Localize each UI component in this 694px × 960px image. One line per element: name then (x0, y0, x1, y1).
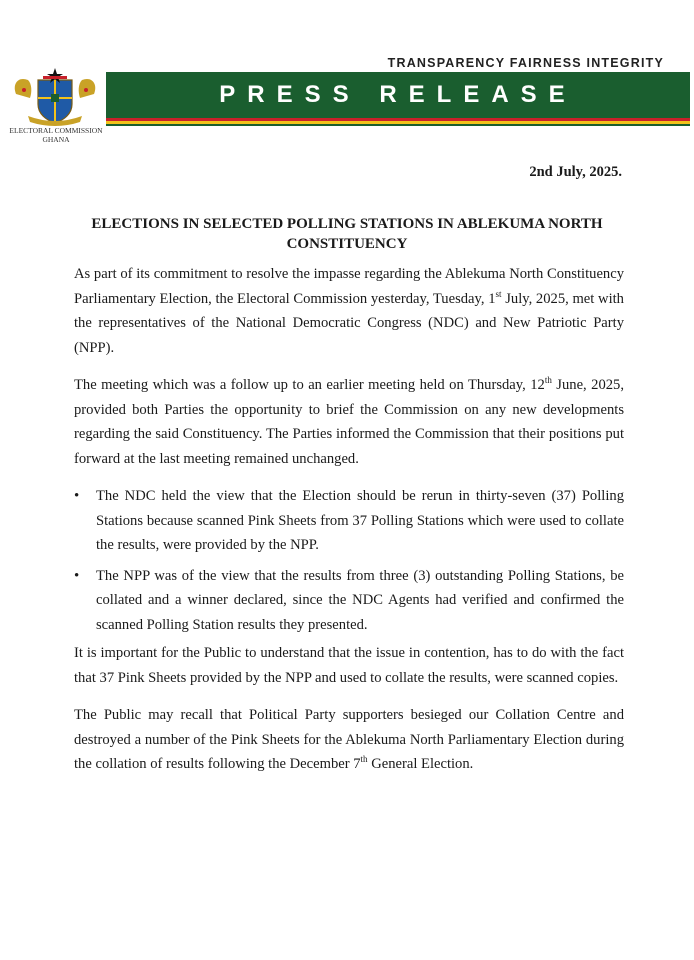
logo-caption-line1: ELECTORAL COMMISSION (9, 126, 103, 135)
list-item: • The NPP was of the view that the results from three (3) outstanding Polling Stations, be collated and a winner declared, since the NDC Agents had verified and confirmed the scanned Polling Station results they presented. (96, 564, 624, 638)
list-item: • The NDC held the view that the Election should be rerun in thirty-seven (37) Polling Stations because scanned Pink Sheets from 37 Polling Stations which were used to collate the results, were provided by the NPP. (96, 484, 624, 558)
positions-list (74, 484, 624, 637)
document-body (74, 262, 624, 790)
press-release-banner (106, 72, 690, 118)
paragraph-3: It is important for the Public to understand that the issue in contention, has to do with the fact that 37 Pink Sheets provided by the NPP and used to collate the results, were scanned copies. (74, 645, 624, 686)
tagline: TRANSPARENCY FAIRNESS INTEGRITY (387, 56, 664, 70)
ghana-coat-of-arms-icon (10, 66, 100, 126)
logo-caption-line2: GHANA (42, 135, 70, 144)
green-stripe (106, 124, 690, 126)
release-date: 2nd July, 2025. (529, 164, 622, 180)
banner-title: PRESS RELEASE (219, 81, 577, 108)
paragraph-1: As part of its commitment to resolve the impasse regarding the Ablekuma North Constituency Parliamentary Election, the Electoral Commission yesterday, Tuesday, 1st July, 2025, met with the representatives of the National Democratic Congress (NDC) and New Patriotic Party (NPP). (74, 266, 624, 356)
page-title: ELECTIONS IN SELECTED POLLING STATIONS IN ABLEKUMA NORTH CONSTITUENCY (91, 216, 603, 252)
logo-caption (4, 126, 108, 144)
paragraph-4: The Public may recall that Political Party supporters besieged our Collation Centre and destroyed a number of the Pink Sheets for the Ablekuma North Parliamentary Election during the collation of results following the December 7th General Election. (74, 707, 624, 772)
paragraph-2: The meeting which was a follow up to an earlier meeting held on Thursday, 12th June, 2025, provided both Parties the opportunity to brief the Commission on any new developments regarding the said Constituency. The Parties informed the Commission that their positions put forward at the last meeting remained unchanged. (74, 375, 624, 467)
